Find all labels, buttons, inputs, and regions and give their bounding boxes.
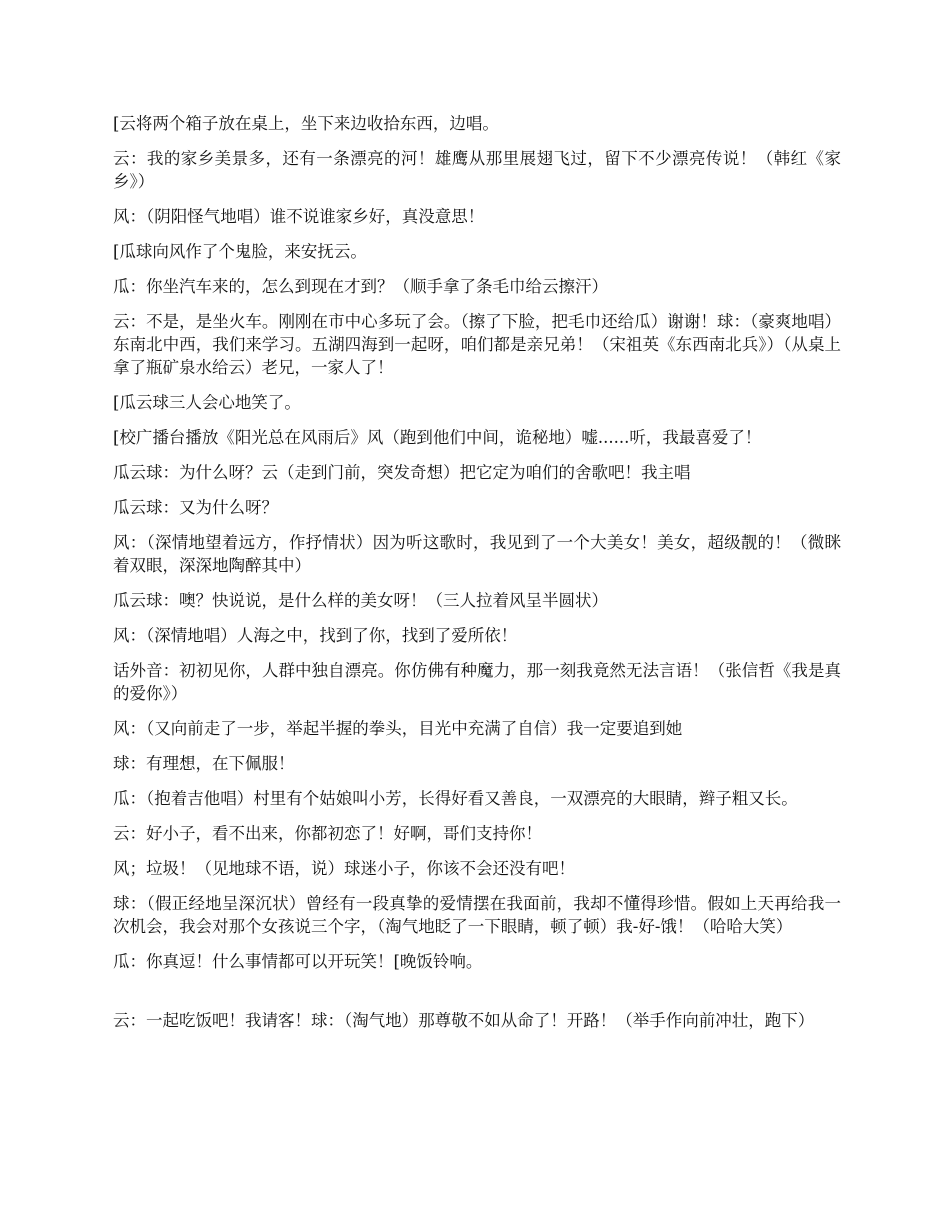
dialogue-line: 云：不是，是坐火车。刚刚在市中心多玩了会。（擦了下脸，把毛巾还给瓜）谢谢！球：（豪爽地唱）东南北中西，我们来学习。五湖四海到一起呀，咱们都是亲兄弟！（宋祖英《东西南北兵》）（从桌上拿了瓶矿泉水给云）老兄，一家人了！ <box>113 312 841 377</box>
dialogue-line: 风：（深情地唱）人海之中，找到了你，找到了爱所依！ <box>113 626 518 645</box>
dialogue-line: 瓜：你真逗！什么事情都可以开玩笑！[晚饭铃响。 <box>113 952 483 971</box>
stage-direction: [瓜云球三人会心地笑了。 <box>113 393 301 412</box>
dialogue-line: 风：（阴阳怪气地唱）谁不说谁家乡好，真没意思！ <box>113 207 485 226</box>
document-page <box>113 112 841 1044</box>
dialogue-line: 瓜：你坐汽车来的，怎么到现在才到？（顺手拿了条毛巾给云擦汗） <box>113 277 608 296</box>
dialogue-line: 瓜：（抱着吉他唱）村里有个姑娘叫小芳，长得好看又善良，一双漂亮的大眼睛，辫子粗又长。 <box>113 789 798 808</box>
dialogue-line: 云：我的家乡美景多，还有一条漂亮的河！雄鹰从那里展翅飞过，留下不少漂亮传说！（韩红《家乡》） <box>113 149 841 191</box>
stage-direction: [校广播台播放《阳光总在风雨后》风（跑到他们中间，诡秘地）嘘......听，我最喜爱了！ <box>113 428 762 447</box>
stage-direction: [云将两个箱子放在桌上，坐下来边收拾东西，边唱。 <box>113 114 499 133</box>
dialogue-line: 球：（假正经地呈深沉状）曾经有一段真挚的爱情摆在我面前，我却不懂得珍惜。假如上天再给我一次机会，我会对那个女孩说三个字，（淘气地眨了一下眼睛，顿了顿）我-好-饿！（哈哈大笑） <box>113 894 841 936</box>
dialogue-line: 瓜云球：噢？快说说，是什么样的美女呀！（三人拉着风呈半圆状） <box>113 591 608 610</box>
dialogue-line: 瓜云球：为什么呀？云（走到门前，突发奇想）把它定为咱们的舍歌吧！我主唱 <box>113 463 691 482</box>
dialogue-line: 风：（深情地望着远方，作抒情状）因为听这歌时，我见到了一个大美女！美女，超级靓的！（微眯着双眼，深深地陶醉其中） <box>113 533 841 575</box>
dialogue-line: 风：（又向前走了一步，举起半握的拳头，目光中充满了自信）我一定要追到她 <box>113 719 683 738</box>
dialogue-line: 瓜云球：又为什么呀？ <box>113 498 278 517</box>
dialogue-line: 云：一起吃饭吧！我请客！球：（淘气地）那尊敬不如从命了！开路！（举手作向前冲壮，跑下） <box>113 1011 815 1030</box>
dialogue-line: 云：好小子，看不出来，你都初恋了！好啊，哥们支持你！ <box>113 824 542 843</box>
dialogue-line: 风；垃圾！（见地球不语，说）球迷小子，你该不会还没有吧！ <box>113 859 575 878</box>
voice-over-line: 话外音：初初见你，人群中独自漂亮。你仿佛有种魔力，那一刻我竟然无法言语！（张信哲《我是真的爱你》） <box>113 661 841 703</box>
stage-direction: [瓜球向风作了个鬼脸，来安抚云。 <box>113 242 367 261</box>
dialogue-line: 球：有理想，在下佩服！ <box>113 754 295 773</box>
